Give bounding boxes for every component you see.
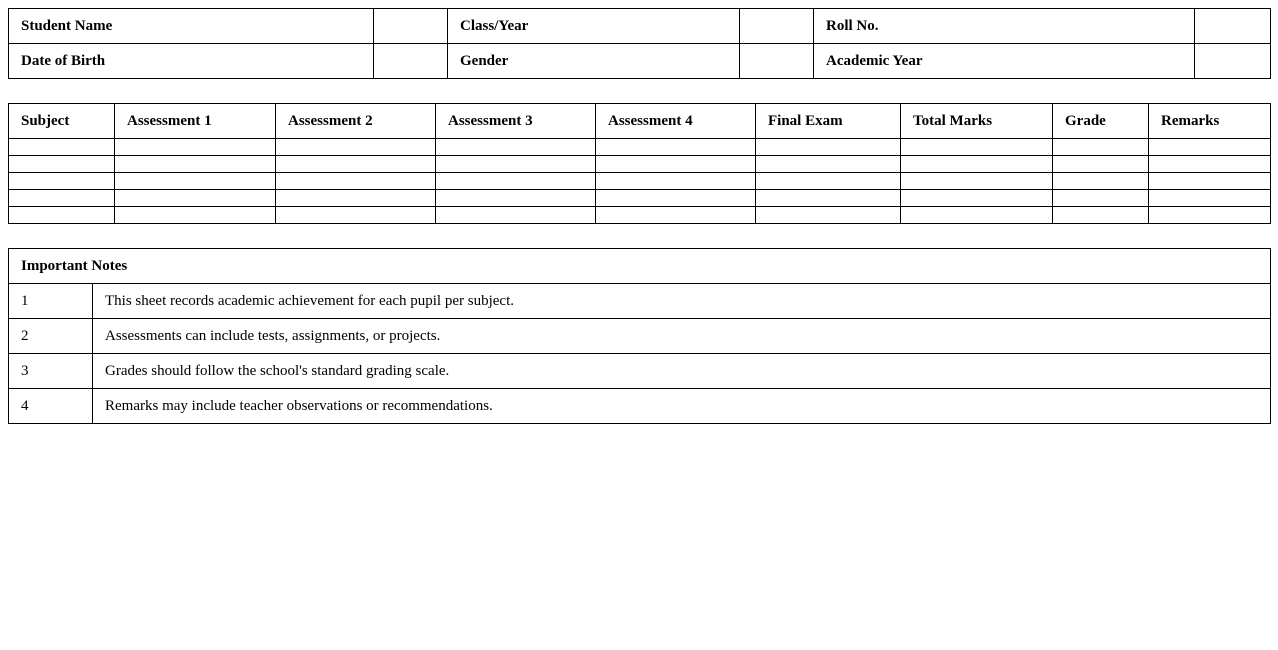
notes-title-row [9,249,1271,284]
list-item [9,354,1271,389]
assessment-1-cell[interactable] [115,173,276,190]
student-name-field[interactable] [374,9,448,44]
student-info-row [9,44,1271,79]
total-marks-cell[interactable] [901,139,1053,156]
class-year-label: Class/Year [448,9,740,44]
table-row [9,190,1271,207]
grade-cell[interactable] [1053,173,1149,190]
assessment-3-cell[interactable] [436,173,596,190]
total-marks-cell[interactable] [901,173,1053,190]
subject-cell[interactable] [9,139,115,156]
remarks-cell[interactable] [1149,207,1271,224]
header-total-marks: Total Marks [901,104,1053,139]
remarks-cell[interactable] [1149,156,1271,173]
assessment-1-cell[interactable] [115,190,276,207]
roll-no-label: Roll No. [814,9,1195,44]
notes-title: Important Notes [9,249,1271,284]
assessment-4-cell[interactable] [596,139,756,156]
assessment-3-cell[interactable] [436,139,596,156]
remarks-cell[interactable] [1149,190,1271,207]
header-subject: Subject [9,104,115,139]
academic-year-label: Academic Year [814,44,1195,79]
assessment-4-cell[interactable] [596,207,756,224]
gender-label: Gender [448,44,740,79]
note-text: Grades should follow the school's standard grading scale. [93,354,1271,389]
final-exam-cell[interactable] [756,173,901,190]
list-item [9,319,1271,354]
note-text: Assessments can include tests, assignments, or projects. [93,319,1271,354]
assessment-1-cell[interactable] [115,139,276,156]
header-grade: Grade [1053,104,1149,139]
header-remarks: Remarks [1149,104,1271,139]
grade-cell[interactable] [1053,139,1149,156]
note-text: Remarks may include teacher observations or recommendations. [93,389,1271,424]
assessment-4-cell[interactable] [596,173,756,190]
gender-field[interactable] [740,44,814,79]
total-marks-cell[interactable] [901,190,1053,207]
class-year-field[interactable] [740,9,814,44]
assessment-4-cell[interactable] [596,190,756,207]
total-marks-cell[interactable] [901,156,1053,173]
table-row [9,156,1271,173]
list-item [9,389,1271,424]
remarks-cell[interactable] [1149,139,1271,156]
subject-cell[interactable] [9,207,115,224]
note-number: 2 [9,319,93,354]
roll-no-field[interactable] [1195,9,1271,44]
assessment-4-cell[interactable] [596,156,756,173]
table-row [9,139,1271,156]
assessment-2-cell[interactable] [276,190,436,207]
student-info-table [8,8,1271,79]
assessment-3-cell[interactable] [436,207,596,224]
table-row [9,173,1271,190]
assessment-1-cell[interactable] [115,156,276,173]
marks-table [8,103,1271,224]
final-exam-cell[interactable] [756,156,901,173]
total-marks-cell[interactable] [901,207,1053,224]
header-final-exam: Final Exam [756,104,901,139]
academic-year-field[interactable] [1195,44,1271,79]
table-row [9,207,1271,224]
assessment-3-cell[interactable] [436,156,596,173]
header-assessment-4: Assessment 4 [596,104,756,139]
assessment-2-cell[interactable] [276,156,436,173]
final-exam-cell[interactable] [756,139,901,156]
report-sheet [8,8,1270,424]
final-exam-cell[interactable] [756,207,901,224]
dob-field[interactable] [374,44,448,79]
subject-cell[interactable] [9,190,115,207]
grade-cell[interactable] [1053,156,1149,173]
final-exam-cell[interactable] [756,190,901,207]
student-info-row [9,9,1271,44]
subject-cell[interactable] [9,173,115,190]
header-assessment-1: Assessment 1 [115,104,276,139]
note-number: 3 [9,354,93,389]
assessment-3-cell[interactable] [436,190,596,207]
assessment-2-cell[interactable] [276,173,436,190]
note-number: 1 [9,284,93,319]
header-assessment-3: Assessment 3 [436,104,596,139]
assessment-2-cell[interactable] [276,207,436,224]
student-name-label: Student Name [9,9,374,44]
assessment-2-cell[interactable] [276,139,436,156]
notes-table [8,248,1271,424]
note-number: 4 [9,389,93,424]
remarks-cell[interactable] [1149,173,1271,190]
grade-cell[interactable] [1053,190,1149,207]
list-item [9,284,1271,319]
assessment-1-cell[interactable] [115,207,276,224]
subject-cell[interactable] [9,156,115,173]
grade-cell[interactable] [1053,207,1149,224]
marks-header-row [9,104,1271,139]
note-text: This sheet records academic achievement for each pupil per subject. [93,284,1271,319]
dob-label: Date of Birth [9,44,374,79]
header-assessment-2: Assessment 2 [276,104,436,139]
